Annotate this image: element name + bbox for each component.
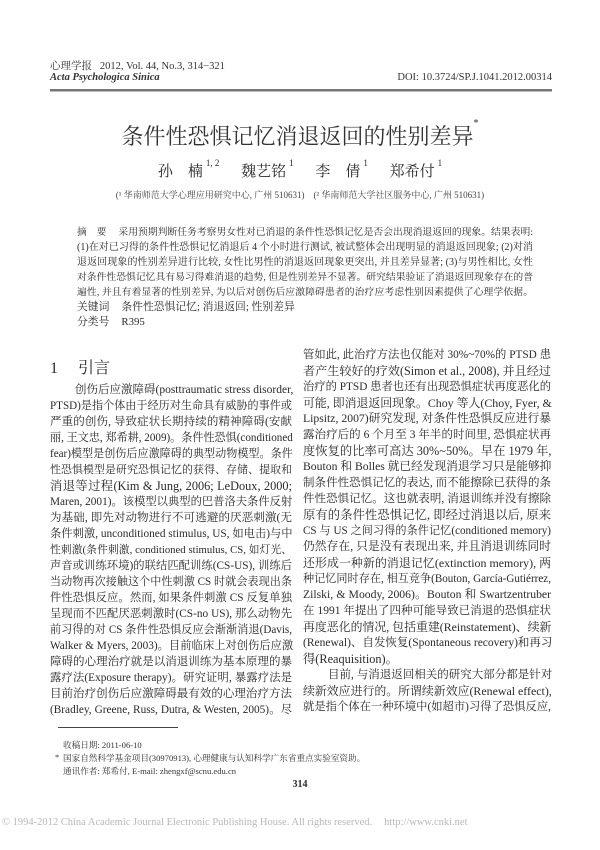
doi[interactable]: DOI: 10.3724/SP.J.1041.2012.00314 — [397, 72, 552, 83]
funding-mark: * — [55, 752, 60, 762]
abstract-text: 采用预期判断任务考察男女性对已消退的条件性恐惧记忆是否会出现消退返回的现象。结果表明: — [118, 227, 533, 238]
text-line: 原有的条件性恐惧记忆, 即经过消退以后, 原来 — [303, 508, 551, 522]
text-line: 制条件性恐惧记忆的表达, 而不能擦除已获得的条 — [303, 477, 551, 489]
text-line: 严重的创伤, 导致症状长期持续的精神障碍(安献 — [50, 416, 292, 428]
text-line: 当动物再次接触这个中性刺激 CS 时就会表现出条 — [50, 576, 292, 588]
paragraph — [50, 382, 292, 718]
correspondence: 通讯作者: 郑希付, E-mail: zhengxf@scnu.edu.cn — [63, 766, 237, 776]
abstract-line: 退返回现象的性别差异进行比较, 女性比男性的消退返回现象更突出, 并且差异显著; (3)与男性相比, 女性 — [77, 257, 533, 268]
abstract-label: 摘 要 — [77, 227, 107, 238]
text-line: 目前, 与消退返回相关的研究大部分都是针对 — [328, 669, 553, 681]
affiliations: (¹ 华南师范大学心理应用研究中心, 广州 510631) (² 华南师范大学社区服务中心, 广州 510631) — [115, 190, 485, 200]
header-rule — [50, 89, 552, 92]
text-line: 再度恶化的情况, 包括重建(Reinstatement)、续新 — [303, 620, 552, 634]
received-date: 收稿日期: 2011-06-10 — [63, 740, 142, 750]
abstract-line: (1)在对已习得的条件性恐惧记忆消退后 4 个小时进行测试, 被试整体会出现明显的消退返回现象; (2)对消 — [77, 242, 533, 253]
classification — [77, 315, 533, 330]
classification-value: R395 — [121, 316, 145, 328]
author-name: 孙 楠 — [157, 164, 203, 180]
text-line: 障碍的心理治疗就是以消退训练为基本原理的暴 — [50, 656, 292, 668]
text-line: 消退等过程(Kim & Jung, 2006; LeDoux, 2000; — [50, 479, 292, 493]
text-line: Lipsitz, 2007)研究发现, 对条件性恐惧反应进行暴 — [303, 412, 551, 425]
title-text: 条件性恐惧记忆消退返回的性别差异 — [121, 124, 474, 149]
text-line: PTSD)是指个体由于经历对生命具有威胁的事件或 — [50, 400, 292, 412]
text-line: 就是指个体在一种环境中(如超市)习得了恐惧反应, — [303, 701, 551, 713]
funding-text: 国家自然科学基金项目(30970913), 心理健康与认知科学广东省重点实验室资助。 — [63, 753, 366, 763]
journal-name-en: Acta Psychologica Sinica — [50, 72, 160, 83]
text-line: 创伤后应激障碍(posttraumatic stress disorder, — [75, 384, 294, 396]
author-list — [0, 160, 600, 181]
text-line: 种记忆同时存在, 相互竞争(Bouton, García-Gutiérrez, — [303, 573, 551, 585]
text-line: 性刺激(条件刺激, conditioned stimulus, CS, 如灯光、 — [50, 544, 292, 556]
classification-label: 分类号 — [77, 316, 110, 328]
abstract-line: 遍性, 并且有着显著的性别差异, 为以后对创伤后应激障碍患者的治疗应考虑性别因素提供了心理学依据。 — [77, 287, 533, 298]
text-line: Maren, 2001)。该模型以典型的巴普洛夫条件反射 — [50, 496, 293, 508]
abstract-line — [77, 225, 533, 240]
keywords-label: 关键词 — [77, 301, 110, 313]
section-title: 引言 — [78, 360, 111, 377]
author — [389, 158, 443, 180]
text-line: 度恢复的比率可高达 30%~50%。早在 1979 年, — [303, 444, 552, 458]
text-line: 管如此, 此治疗方法也仅能对 30%~70%的 PTSD 患 — [303, 349, 551, 361]
text-line: 露疗法(Exposure therapy)。研究证明, 暴露疗法是 — [50, 672, 292, 684]
text-line: 得(Reaquisition)。 — [303, 652, 398, 666]
paragraph — [303, 667, 551, 715]
section-heading — [50, 355, 110, 378]
author — [157, 158, 220, 180]
copyright-notice — [2, 817, 592, 828]
text-line: Bouton 和 Bolles 就已经发现消退学习只是能够抑 — [303, 460, 552, 473]
text-line: 治疗的 PTSD 患者也还有出现恐惧症状再度恶化的 — [303, 381, 551, 393]
author-affiliation-mark: 1 — [437, 158, 443, 168]
author-affiliation-mark: 1, 2 — [205, 158, 220, 168]
page-number: 314 — [292, 779, 308, 790]
text-line: 者产生较好的疗效(Simon et al., 2008), 并且经过 — [303, 364, 551, 378]
paper-title — [0, 120, 600, 151]
text-line: 续新效应进行的。所谓续新效应(Renewal effect), — [303, 684, 552, 698]
text-line: Zilski, & Moody, 2006)。Bouton 和 Swartzentruber — [303, 588, 551, 601]
text-line: 目前治疗创伤后应激障碍最有效的心理治疗方法 — [50, 688, 292, 700]
text-line: 仍然存在, 只是没有表现出来, 并且消退训练同时 — [303, 540, 551, 553]
funding-note — [55, 752, 366, 764]
author — [241, 158, 294, 180]
text-line: 前习得的对 CS 条件性恐惧反应会渐渐消退(Davis, — [50, 624, 292, 636]
author-name: 魏艺铭 — [241, 164, 287, 180]
author-affiliation-mark: 1 — [289, 158, 294, 168]
keywords — [77, 300, 533, 315]
citation: 2012, Vol. 44, No.3, 314−321 — [99, 61, 225, 72]
text-line: 还形成一种新的消退记忆(extinction memory), 两 — [303, 556, 551, 570]
text-line: (Renewal)、自发恢复(Spontaneous recovery)和再习 — [303, 637, 553, 649]
journal-name-cn: 心理学报 — [50, 61, 92, 72]
text-line: 露治疗后的 6 个月至 3 年半的时间里, 恐惧症状再 — [303, 429, 551, 441]
paragraph — [303, 347, 551, 667]
text-line: 件性恐惧反应。然而, 如果条件刺激 CS 反复单独 — [50, 592, 292, 604]
text-line: 为基础, 即先对动物进行不可逃避的厌恶刺激(无 — [50, 512, 292, 524]
keywords-value: 条件性恐惧记忆; 消退返回; 性别差异 — [121, 301, 295, 313]
text-line: 声音或训练环境)的联结匹配训练(CS-US), 训练后 — [50, 560, 292, 572]
footnote-rule — [58, 727, 178, 728]
author — [315, 158, 368, 180]
copyright-text: © 1994-2012 China Academic Journal Electronic Publishing House. All rights reserved. — [2, 817, 373, 828]
journal-citation — [50, 58, 225, 73]
text-line: 丽, 王文忠, 郑希耕, 2009)。条件性恐惧(conditioned — [50, 432, 293, 444]
text-line: 性恐惧模型是研究恐惧记忆的获得、存储、提取和 — [50, 464, 292, 476]
abstract — [77, 225, 533, 330]
right-column — [303, 347, 551, 715]
title-footnote-mark: * — [473, 118, 479, 129]
author-affiliation-mark: 1 — [363, 158, 368, 168]
abstract-line: 对条件性恐惧记忆具有易习得难消退的趋势, 但是性别差异不显著。研究结果验证了消退返回现象存在的普 — [77, 272, 533, 283]
left-column — [50, 382, 292, 718]
author-name: 李 倩 — [315, 164, 361, 180]
text-line: fear)模型是创伤后应激障碍的典型动物模型。条件 — [50, 448, 293, 460]
text-line: CS 与 US 之间习得的条件记忆(conditioned memory) — [303, 525, 551, 537]
copyright-url[interactable]: http://www.cnki.net — [384, 817, 468, 828]
section-number: 1 — [50, 360, 58, 377]
text-line: 呈现而不匹配厌恶刺激时(CS-no US), 那么动物先 — [50, 608, 292, 620]
text-line: 可能, 即消退返回现象。Choy 等人(Choy, Fyer, & — [303, 396, 552, 410]
text-line: 在 1991 年提出了四种可能导致已消退的恐惧症状 — [303, 605, 551, 617]
text-line: (Bradley, Greene, Russ, Dutra, & Westen, 2005)。尽 — [50, 704, 292, 716]
author-name: 郑希付 — [389, 164, 435, 180]
text-line: Walker & Myers, 2003)。目前临床上对创伤后应激 — [50, 640, 294, 652]
text-line: 件性恐惧记忆。这也就表明, 消退训练并没有擦除 — [303, 493, 551, 505]
text-line: 条件刺激, unconditioned stimulus, US, 如电击)与中 — [50, 528, 293, 540]
